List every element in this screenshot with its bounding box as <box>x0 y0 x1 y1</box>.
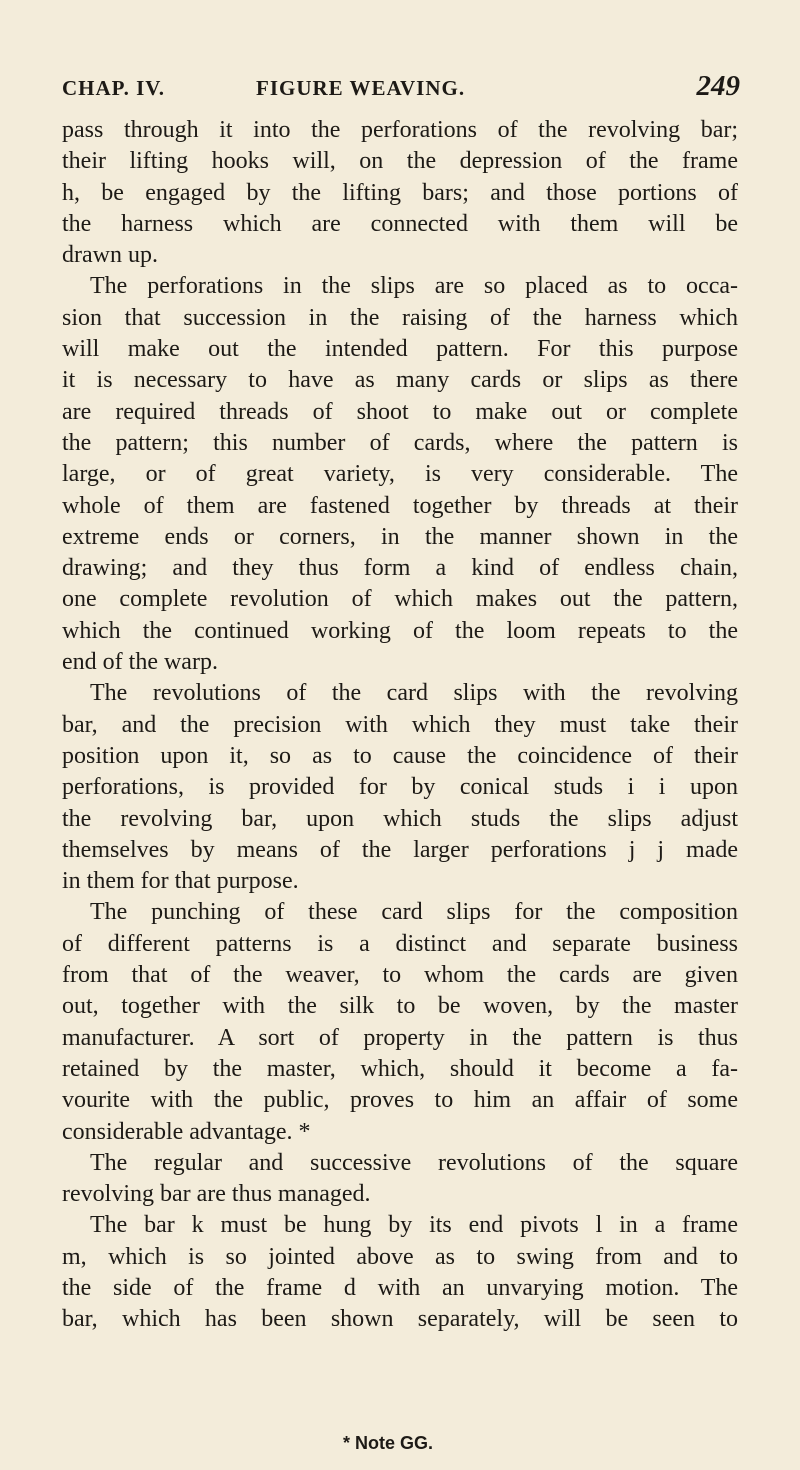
text-line: The revolutions of the card slips with the revolving <box>90 680 738 707</box>
text-line: themselves by means of the larger perforations j j made <box>62 836 738 863</box>
text-line: their lifting hooks will, on the depression of the frame <box>62 148 738 175</box>
text-line: The perforations in the slips are so placed as to occa- <box>90 273 738 300</box>
page-number: 249 <box>696 70 740 102</box>
footnote: * Note GG. <box>342 1433 433 1453</box>
text-line: large, or of great variety, is very considerable. The <box>62 461 738 488</box>
text-line: whole of them are fastened together by threads at their <box>62 492 738 519</box>
text-line: h, be engaged by the lifting bars; and those portions of <box>62 179 738 206</box>
text-line: will make out the intended pattern. For this purpose <box>62 336 738 363</box>
text-line: from that of the weaver, to whom the cards are given <box>62 962 738 989</box>
text-line: end of the warp. <box>62 649 218 676</box>
text-line: out, together with the silk to be woven, by the master <box>62 993 738 1020</box>
text-line: position upon it, so as to cause the coincidence of their <box>62 742 738 769</box>
text-line: considerable advantage. * <box>62 1118 311 1145</box>
text-line: of different patterns is a distinct and separate business <box>62 930 738 957</box>
text-line: which the continued working of the loom repeats to the <box>62 617 738 644</box>
text-line: it is necessary to have as many cards or slips as there <box>62 367 738 394</box>
text-line: are required threads of shoot to make out or complete <box>62 398 738 425</box>
text-line: in them for that purpose. <box>62 868 299 895</box>
text-line: The punching of these card slips for the composition <box>90 899 738 926</box>
text-line: revolving bar are thus managed. <box>62 1181 371 1208</box>
text-line: extreme ends or corners, in the manner shown in the <box>62 523 738 550</box>
text-line: vourite with the public, proves to him an affair of some <box>62 1087 738 1114</box>
text-line: m, which is so jointed above as to swing from and to <box>62 1243 738 1270</box>
text-line: one complete revolution of which makes out the pattern, <box>62 586 738 613</box>
running-header <box>62 70 740 106</box>
text-line: the harness which are connected with them will be <box>62 210 738 237</box>
text-line: perforations, is provided for by conical studs i i upon <box>62 774 738 801</box>
text-line: the pattern; this number of cards, where the pattern is <box>62 429 738 456</box>
text-line: pass through it into the perforations of the revolving bar; <box>62 117 738 143</box>
chapter-label: CHAP. IV. <box>62 76 165 100</box>
text-line: drawing; and they thus form a kind of endless chain, <box>62 555 738 582</box>
text-line: the side of the frame d with an unvarying motion. The <box>62 1274 738 1301</box>
text-line: sion that succession in the raising of the harness which <box>62 304 738 331</box>
text-line: the revolving bar, upon which studs the slips adjust <box>62 805 738 832</box>
text-line: The regular and successive revolutions of the square <box>90 1149 738 1176</box>
text-line: retained by the master, which, should it become a fa- <box>62 1055 738 1082</box>
body-text <box>62 115 738 1336</box>
text-line: drawn up. <box>62 242 158 269</box>
text-line: bar, and the precision with which they must take their <box>62 711 738 738</box>
text-line: manufacturer. A sort of property in the pattern is thus <box>62 1024 738 1051</box>
text-line: bar, which has been shown separately, will be seen to <box>62 1306 738 1333</box>
section-title: FIGURE WEAVING. <box>256 76 466 100</box>
text-line: The bar k must be hung by its end pivots l in a frame <box>90 1212 738 1239</box>
